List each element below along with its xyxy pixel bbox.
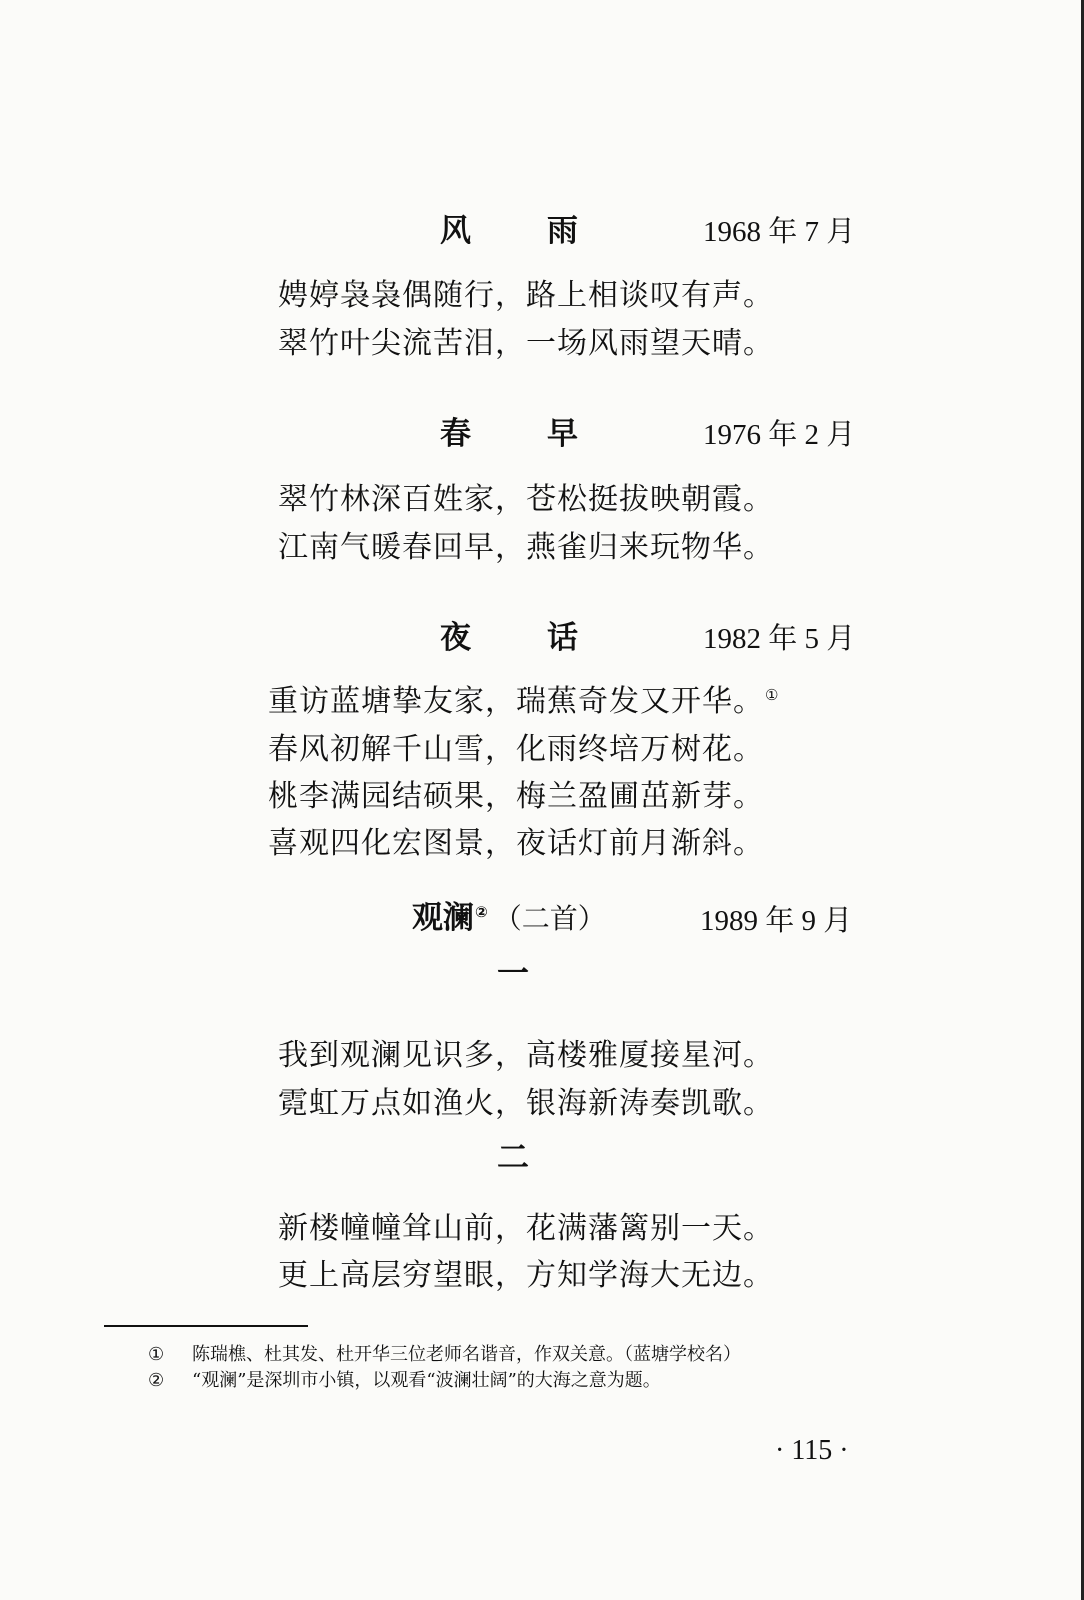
footnote-text: “观澜”是深圳市小镇，以观看“波澜壮阔”的大海之意为题。 [192,1370,661,1391]
title-char: 春 [440,416,471,452]
footnote-ref: ② [475,902,488,921]
verse-line: 更上高层穷望眼，方知学海大无边。 [278,1258,774,1293]
footnote [148,1340,741,1366]
poem-title-chunzao [440,408,578,453]
footnote-text: 陈瑞樵、杜其发、杜开华三位老师名谐音，作双关意。（蓝塘学校名） [192,1344,741,1365]
poem-date: 1968 年 7 月 [703,216,856,248]
verse-line: 翠竹林深百姓家，苍松挺拔映朝霞。 [278,482,774,517]
title-char: 风 [440,213,471,249]
verse-line: 霓虹万点如渔火，银海新涛奏凯歌。 [278,1086,774,1121]
verse-line: 翠竹叶尖流苦泪，一场风雨望天晴。 [278,326,774,361]
poem-title-guanlan [412,892,606,937]
title-char: 夜 [440,620,471,656]
part-number: 一 [497,954,530,992]
page-number: · 115 · [775,1435,849,1466]
poem-date: 1989 年 9 月 [700,905,853,937]
verse-line: 江南气暖春回早，燕雀归来玩物华。 [278,530,774,565]
verse-line: 新楼幢幢耸山前，花满藩篱别一天。 [278,1211,774,1246]
part-number: 二 [497,1138,530,1176]
poem-title-fengyu [440,205,578,250]
footnote-mark: ① [148,1344,165,1365]
verse-line: 娉婷袅袅偶随行，路上相谈叹有声。 [278,278,774,313]
title-char: 早 [547,416,578,452]
verse-line: 喜观四化宏图景，夜话灯前月渐斜。 [268,826,764,861]
footnote-divider [104,1325,308,1327]
footnote [148,1366,661,1392]
verse-text: 重访蓝塘挚友家，瑞蕉奇发又开华。 [268,684,764,719]
verse-line [268,676,779,720]
verse-line: 春风初解千山雪，化雨终培万树花。 [268,732,764,767]
verse-line: 我到观澜见识多，高楼雅厦接星河。 [278,1038,774,1073]
verse-line: 桃李满园结硕果，梅兰盈圃茁新芽。 [268,779,764,814]
footnote-mark: ② [148,1370,165,1391]
title-char: 话 [547,620,578,656]
title-char: 雨 [547,213,578,249]
poem-title-yehua [440,612,578,657]
title-text: 观澜 [412,900,474,936]
footnote-ref: ① [765,686,780,704]
poem-date: 1976 年 2 月 [703,419,856,451]
poem-date: 1982 年 5 月 [703,623,856,655]
title-suffix: （二首） [493,902,606,935]
